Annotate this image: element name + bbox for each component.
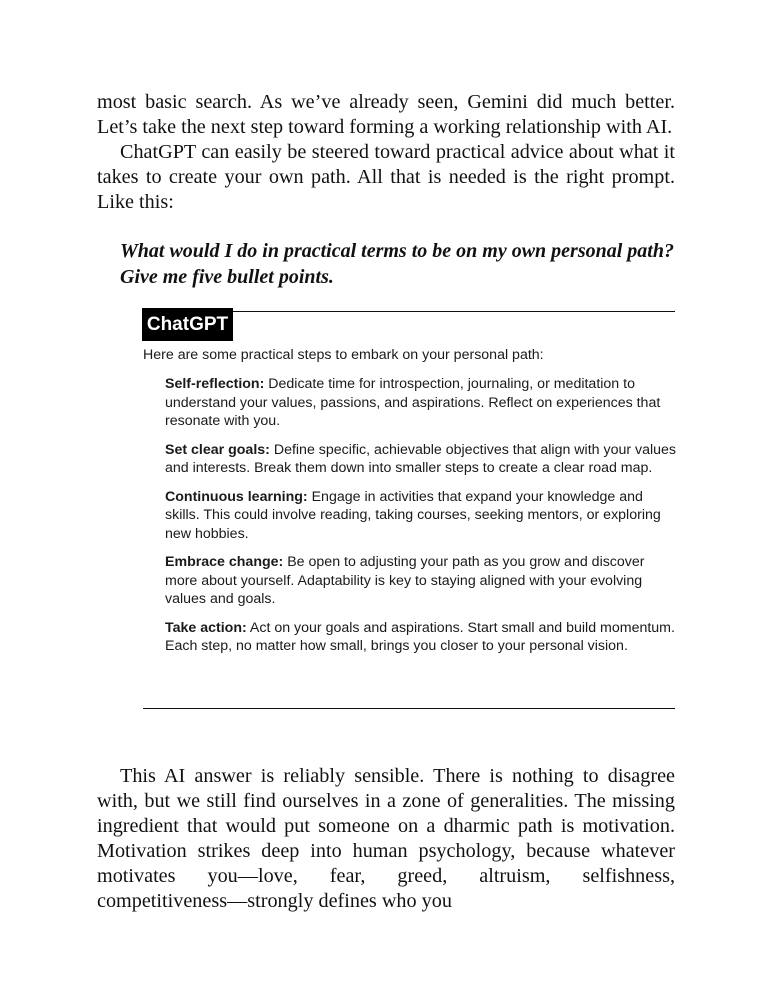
paragraph-chatgpt-steering: ChatGPT can easily be steered toward practical advice about what it takes to create your own path. All that is needed is the right prompt. Like this: xyxy=(97,141,675,213)
list-item xyxy=(165,488,680,544)
list-item xyxy=(165,553,680,609)
paragraph-intro: most basic search. As we’ve already seen, Gemini did much better. Let’s take the next step toward forming a working relationship with AI. xyxy=(97,91,675,138)
paragraph-analysis: This AI answer is reliably sensible. There is nothing to disagree with, but we still find ourselves in a zone of generalities. The missing ingredient that would put someone on a dharmic path is motivation. Motivation strikes deep into human psychology, because whatever motivates you—love, fear, greed, altruism, selfishness, competitiveness—strongly defines who you xyxy=(97,765,675,912)
step-title: Set clear goals: xyxy=(165,441,270,458)
prompt-line-2: Give me five bullet points. xyxy=(120,266,334,288)
step-text: Engage in activities that expand your knowledge and skills. This could involve reading, taking courses, seeking mentors, or exploring new hobbies. xyxy=(165,488,661,542)
step-text: Dedicate time for introspection, journaling, or meditation to understand your values, passions, and aspirations. Reflect on experiences that resonate with you. xyxy=(165,376,661,429)
step-title: Self-reflection: xyxy=(165,376,265,392)
step-title: Continuous learning: xyxy=(165,488,308,505)
chatgpt-label: ChatGPT xyxy=(142,308,233,341)
step-text: Act on your goals and aspirations. Start small and build momentum. Each step, no matter how small, brings you closer to your personal vision. xyxy=(165,619,675,654)
prompt-quote xyxy=(120,238,680,290)
list-item xyxy=(165,619,680,656)
chat-intro: Here are some practical steps to embark on your personal path: xyxy=(143,347,544,363)
chat-bottom-rule xyxy=(143,708,675,709)
prompt-line-1: What would I do in practical terms to be on my own personal path? xyxy=(120,240,674,262)
step-title: Embrace change: xyxy=(165,554,284,570)
chat-steps-list xyxy=(165,375,680,666)
list-item xyxy=(165,375,680,431)
chat-top-rule xyxy=(232,311,675,312)
list-item xyxy=(165,441,680,478)
step-text: Define specific, achievable objectives that align with your values and interests. Break them down into smaller steps to create a clear road map. xyxy=(165,441,677,476)
step-text: Be open to adjusting your path as you grow and discover more about yourself. Adaptability is key to staying aligned with your evolving values and goals. xyxy=(165,554,645,607)
step-title: Take action: xyxy=(165,619,247,636)
